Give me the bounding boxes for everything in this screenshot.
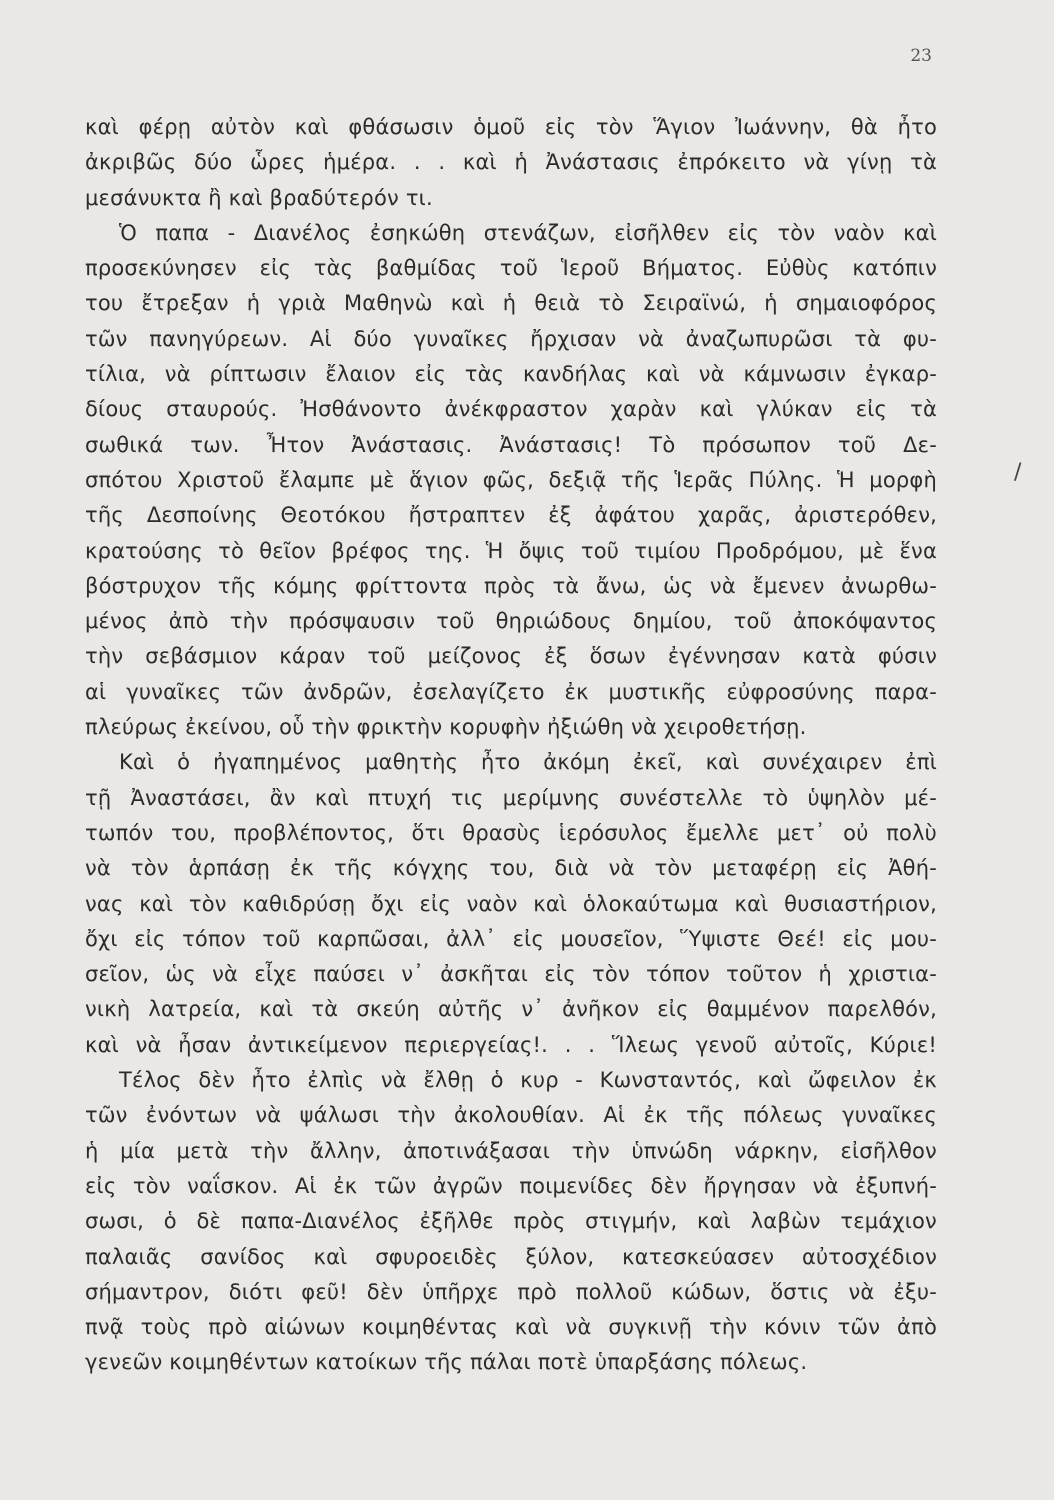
text-line: νικὴ λατρεία, καὶ τὰ σκεύη αὐτῆς ν᾽ ἀνῆκον εἰς θαμμένον παρελθόν,	[85, 997, 937, 1022]
text-line: καὶ νὰ ἦσαν ἀντικείμενον περιεργείας!. . . Ἵλεως γενοῦ αὐτοῖς, Κύριε!	[85, 1032, 937, 1057]
text-line: πλεύρως ἐκείνου, οὗ τὴν φρικτὴν κορυφὴν ἠξιώθη νὰ χειροθετήσῃ.	[85, 715, 807, 740]
text-line: ὄχι εἰς τόπον τοῦ καρπῶσαι, ἀλλ᾽ εἰς μουσεῖον, Ὕψιστε Θεέ! εἰς μου-	[85, 926, 937, 951]
body-text	[85, 110, 937, 1381]
margin-mark: /	[1014, 460, 1022, 485]
text-line: σεῖον, ὡς νὰ εἶχε παύσει ν᾽ ἀσκῆται εἰς τὸν τόπον τοῦτον ἡ χριστια-	[85, 962, 937, 987]
text-line: τῆς Δεσποίνης Θεοτόκου ἤστραπτεν ἐξ ἀφάτου χαρᾶς, ἀριστερόθεν,	[85, 503, 937, 528]
text-line: ἀκριβῶς δύο ὧρες ἡμέρα. . . καὶ ἡ Ἀνάστασις ἐπρόκειτο νὰ γίνῃ τὰ	[85, 150, 937, 175]
text-line: γενεῶν κοιμηθέντων κατοίκων τῆς πάλαι ποτὲ ὑπαρξάσης πόλεως.	[85, 1350, 808, 1375]
text-line: τίλια, νὰ ρίπτωσιν ἔλαιον εἰς τὰς κανδήλας καὶ νὰ κάμνωσιν ἐγκαρ-	[85, 362, 937, 387]
text-line: καὶ φέρῃ αὐτὸν καὶ φθάσωσιν ὁμοῦ εἰς τὸν Ἅγιον Ἰωάννην, θὰ ἦτο	[85, 115, 937, 139]
text-line: ἡ μία μετὰ τὴν ἄλλην, ἀποτινάξασαι τὴν ὑπνώδη νάρκην, εἰσῆλθον	[85, 1138, 937, 1163]
paragraph-start-line: Καὶ ὁ ἠγαπημένος μαθητὴς ἦτο ἀκόμη ἐκεῖ, καὶ συνέχαιρεν ἐπὶ	[119, 750, 937, 775]
text-line: δίους σταυρούς. Ἠσθάνοντο ἀνέκφραστον χαρὰν καὶ γλύκαν εἰς τὰ	[85, 397, 937, 422]
text-line: μεσάνυκτα ἢ καὶ βραδύτερόν τι.	[85, 185, 433, 210]
text-line: παλαιᾶς σανίδος καὶ σφυροειδὲς ξύλον, κατεσκεύασεν αὐτοσχέδιον	[85, 1244, 937, 1269]
text-line: πνᾷ τοὺς πρὸ αἰώνων κοιμηθέντας καὶ νὰ συγκινῇ τὴν κόνιν τῶν ἀπὸ	[85, 1315, 937, 1340]
text-line: τωπόν του, προβλέποντος, ὅτι θρασὺς ἱερόσυλος ἔμελλε μετ᾽ οὐ πολὺ	[85, 820, 937, 845]
text-line: νὰ τὸν ἁρπάσῃ ἐκ τῆς κόγχης του, διὰ νὰ τὸν μεταφέρῃ εἰς Ἀθή-	[85, 856, 937, 881]
text-line: τῇ Ἀναστάσει, ἂν καὶ πτυχή τις μερίμνης συνέστελλε τὸ ὑψηλὸν μέ-	[85, 785, 937, 810]
text-line: μένος ἀπὸ τὴν πρόσψαυσιν τοῦ θηριώδους δημίου, τοῦ ἀποκόψαντος	[85, 609, 937, 634]
text-line: εἰς τὸν ναΐσκον. Αἱ ἐκ τῶν ἀγρῶν ποιμενίδες δὲν ἤργησαν νὰ ἐξυπνή-	[85, 1173, 937, 1198]
text-line: σωσι, ὁ δὲ παπα-Διανέλος ἐξῆλθε πρὸς στιγμήν, καὶ λαβὼν τεμάχιον	[85, 1209, 937, 1234]
text-line: προσεκύνησεν εἰς τὰς βαθμίδας τοῦ Ἱεροῦ Βήματος. Εὐθὺς κατόπιν	[85, 256, 937, 281]
text-line: σπότου Χριστοῦ ἔλαμπε μὲ ἅγιον φῶς, δεξιᾷ τῆς Ἱερᾶς Πύλης. Ἡ μορφὴ	[85, 467, 937, 492]
text-line: του ἔτρεξαν ἡ γριὰ Μαθηνὼ καὶ ἡ θειὰ τὸ Σειραϊνώ, ἡ σημαιοφόρος	[85, 291, 937, 316]
text-line: βόστρυχον τῆς κόμης φρίττοντα πρὸς τὰ ἄνω, ὡς νὰ ἔμενεν ἀνωρθω-	[85, 573, 937, 598]
text-line: τὴν σεβάσμιον κάραν τοῦ μείζονος ἐξ ὅσων ἐγέννησαν κατὰ φύσιν	[85, 644, 937, 669]
text-line: τῶν πανηγύρεων. Αἱ δύο γυναῖκες ἤρχισαν νὰ ἀναζωπυρῶσι τὰ φυ-	[85, 326, 937, 351]
text-line: αἱ γυναῖκες τῶν ἀνδρῶν, ἐσελαγίζετο ἐκ μυστικῆς εὐφροσύνης παρα-	[85, 679, 937, 704]
paragraph-start-line: Τέλος δὲν ἦτο ἐλπὶς νὰ ἔλθῃ ὁ κυρ - Κωνσταντός, καὶ ὤφειλον ἐκ	[119, 1068, 937, 1093]
text-line: κρατούσης τὸ θεῖον βρέφος της. Ἡ ὄψις τοῦ τιμίου Προδρόμου, μὲ ἕνα	[85, 538, 937, 563]
text-line: σωθικά των. Ἦτον Ἀνάστασις. Ἀνάστασις! Τὸ πρόσωπον τοῦ Δε-	[85, 432, 937, 457]
text-line: τῶν ἐνόντων νὰ ψάλωσι τὴν ἀκολουθίαν. Αἱ ἐκ τῆς πόλεως γυναῖκες	[85, 1103, 937, 1128]
text-line: νας καὶ τὸν καθιδρύσῃ ὄχι εἰς ναὸν καὶ ὁλοκαύτωμα καὶ θυσιαστήριον,	[85, 891, 937, 916]
text-line: σήμαντρον, διότι φεῦ! δὲν ὑπῆρχε πρὸ πολλοῦ κώδων, ὅστις νὰ ἐξυ-	[85, 1279, 937, 1304]
page-number: 23	[910, 46, 932, 66]
paragraph-start-line: Ὁ παπα - Διανέλος ἐσηκώθη στενάζων, εἰσῆλθεν εἰς τὸν ναὸν καὶ	[119, 220, 937, 245]
